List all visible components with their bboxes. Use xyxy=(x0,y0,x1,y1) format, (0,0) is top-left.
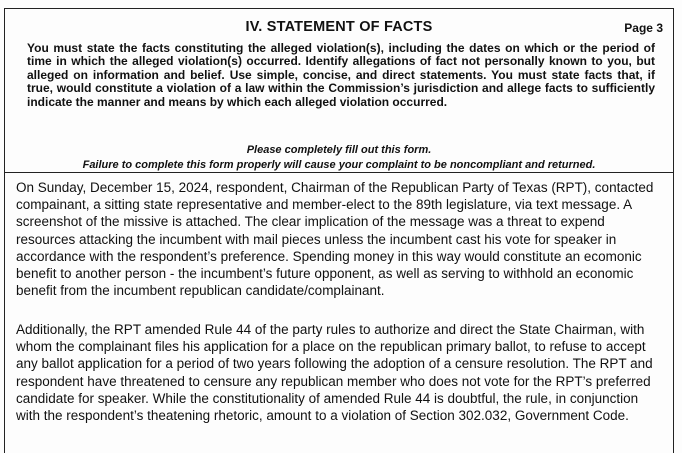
page-number: Page 3 xyxy=(624,21,663,35)
noncompliance-warning: Failure to complete this form properly will cause your complaint to be noncompliant and returned. xyxy=(82,159,596,171)
section-title: IV. STATEMENT OF FACTS xyxy=(245,19,433,35)
statement-of-facts-field[interactable] xyxy=(4,172,674,453)
statement-paragraph-1: On Sunday, December 15, 2024, respondent, Chairman of the Republican Party of Texas (RPT), contacted compainant, a sitting state representative and member-elect to the 89th legislature, via text message. A screenshot of the missive is attached. The clear implication of the message was a threat to expend resources attacking the incumbent with mail pieces unless the incumbent cast his vote for speaker in accordance with the respondent’s preference. Spending money in this way would constitute an ecomonic benefit to another person - the incumbent’s future opponent, as well as serving to withhold an economic benefit from the incumbent republican candidate/complainant. xyxy=(16,180,654,299)
statement-paragraph-2: Additionally, the RPT amended Rule 44 of the party rules to authorize and direct the State Chairman, with whom the complainant files his application for a place on the republican primary ballot, to refuse to accept any ballot application for a period of two years following the adoption of a censure resolution. The RPT and respondent have threatened to censure any republican member who does not vote for the RPT’s preferred candidate for speaker. While the constitutionality of amended Rule 44 is doubtful, the rule, in conjunction with the respondent’s theatening rhetoric, amount to a violation of Section 302.032, Government Code. xyxy=(16,322,653,424)
instructions-text: You must state the facts constituting the alleged violation(s), including the dates on which or the period of time in which the alleged violation(s) occurred. Identify allegations of fact not personally known to you, but alleged on information and belief. Use simple, concise, and direct statements. You must state facts that, if true, would constitute a violation of a law within the Commission’s jurisdiction and allege facts to sufficiently indicate the manner and means by which each alleged violation occurred. xyxy=(27,41,655,109)
instructions-box xyxy=(4,8,674,173)
fill-out-note: Please completely fill out this form. xyxy=(246,144,432,156)
